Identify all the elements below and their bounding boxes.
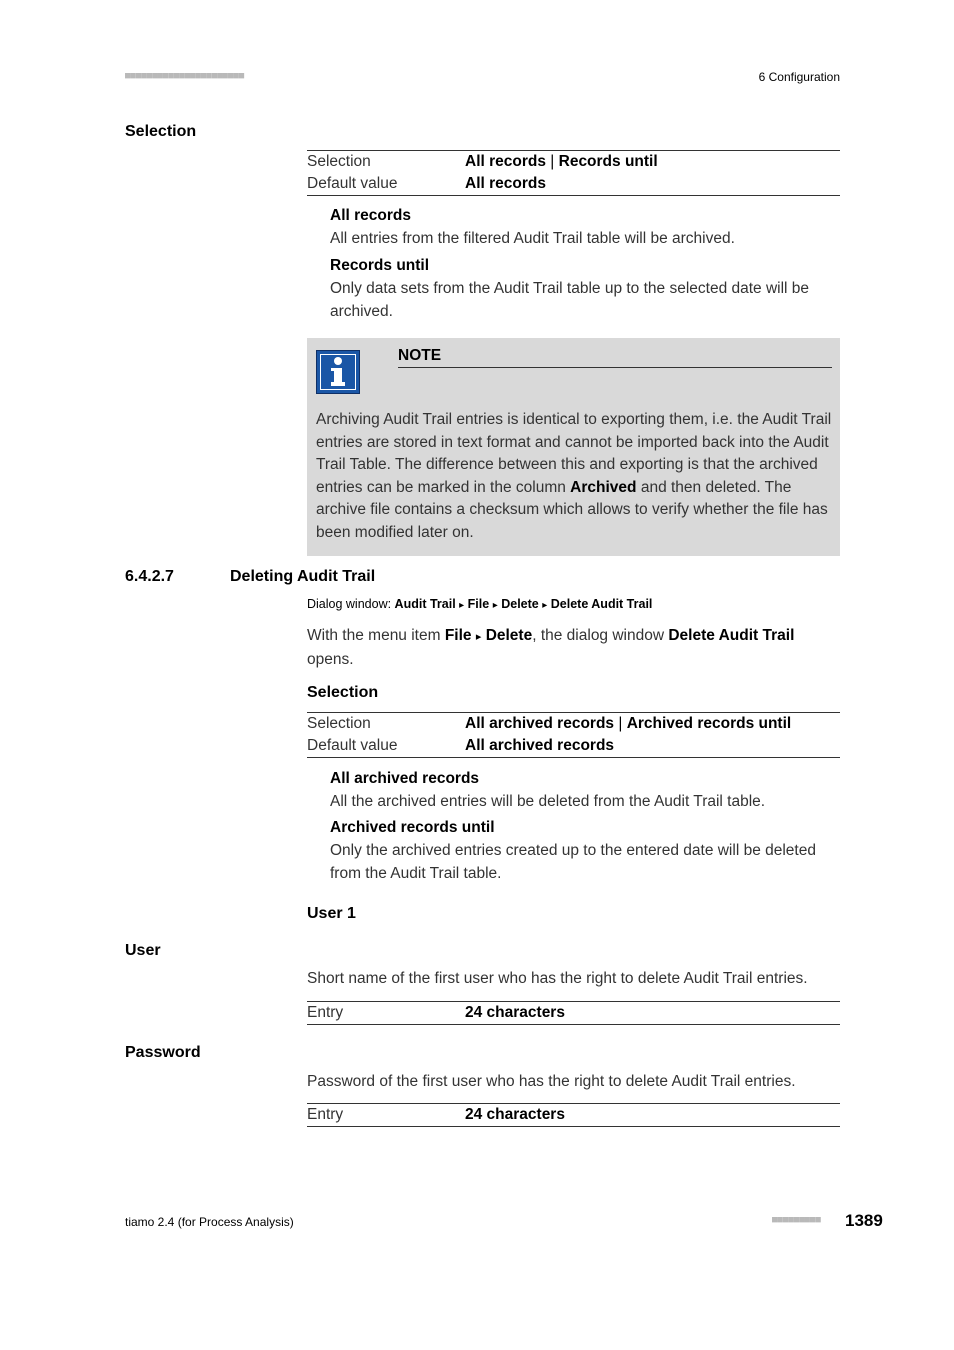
property-key: Default value bbox=[307, 737, 398, 754]
section-title: Deleting Audit Trail bbox=[230, 568, 376, 585]
arrow-icon: ▸ bbox=[475, 631, 482, 643]
option-item bbox=[330, 205, 842, 250]
property-key: Selection bbox=[307, 153, 371, 170]
arrow-icon: ▸ bbox=[542, 600, 548, 611]
selection-heading: Selection bbox=[307, 684, 379, 701]
property-value: 24 characters bbox=[465, 1106, 565, 1123]
option-item bbox=[330, 255, 842, 323]
option-description: Only the archived entries created up to the entered date will be deleted from the Audit Trail table. bbox=[330, 842, 816, 882]
property-key: Entry bbox=[307, 1004, 344, 1021]
password-entry-table bbox=[307, 1103, 840, 1127]
product-name: tiamo 2.4 (for Process Analysis) bbox=[125, 1215, 294, 1229]
property-key: Default value bbox=[307, 175, 398, 192]
property-value: 24 characters bbox=[465, 1004, 565, 1021]
dialog-path: Dialog window: Audit Trail ▸ File ▸ Delete ▸ Delete Audit Trail bbox=[307, 597, 653, 611]
property-value: All records bbox=[465, 175, 546, 192]
property-value: All archived records | Archived records until bbox=[465, 715, 792, 732]
info-icon bbox=[316, 350, 360, 394]
table-row bbox=[307, 713, 840, 736]
header-decoration: ■■■■■■■■■■■■■■■■■■■■■■ bbox=[125, 71, 245, 81]
user-entry-table bbox=[307, 1001, 840, 1025]
user-description: Short name of the first user who has the right to delete Audit Trail entries. bbox=[307, 970, 808, 987]
option-item bbox=[330, 817, 842, 885]
arrow-icon: ▸ bbox=[492, 600, 498, 611]
option-description: All the archived entries will be deleted from the Audit Trail table. bbox=[330, 793, 766, 810]
option-title: Records until bbox=[330, 257, 430, 274]
table-row bbox=[307, 173, 840, 196]
property-value: All archived records bbox=[465, 737, 615, 754]
chapter-title: 6 Configuration bbox=[758, 70, 840, 84]
property-value: All records | Records until bbox=[465, 153, 658, 170]
table-row bbox=[307, 151, 840, 174]
option-title: Archived records until bbox=[330, 819, 495, 836]
option-title: All archived records bbox=[330, 770, 480, 787]
property-key: Selection bbox=[307, 715, 371, 732]
table-row bbox=[307, 1104, 840, 1127]
page-number: 1389 bbox=[845, 1211, 883, 1230]
table-row bbox=[307, 735, 840, 758]
password-description: Password of the first user who has the right to delete Audit Trail entries. bbox=[307, 1073, 796, 1090]
note-title: NOTE bbox=[398, 347, 832, 368]
note-box bbox=[307, 338, 840, 556]
option-item bbox=[330, 768, 842, 813]
option-title: All records bbox=[330, 207, 411, 224]
property-key: Entry bbox=[307, 1106, 344, 1123]
option-description: Only data sets from the Audit Trail table up to the selected date will be archived. bbox=[330, 280, 810, 320]
password-side-heading: Password bbox=[125, 1044, 201, 1061]
intro-paragraph: With the menu item File ▸ Delete, the dialog window Delete Audit Trail opens. bbox=[307, 627, 795, 668]
section-number: 6.4.2.7 bbox=[125, 568, 174, 585]
selection-side-heading: Selection bbox=[125, 123, 197, 140]
selection-property-table bbox=[307, 150, 840, 196]
user1-heading: User 1 bbox=[307, 905, 356, 922]
selection-property-table bbox=[307, 712, 840, 758]
option-description: All entries from the filtered Audit Trail table will be archived. bbox=[330, 230, 735, 247]
arrow-icon: ▸ bbox=[459, 600, 465, 611]
note-body: Archiving Audit Trail entries is identical to exporting them, i.e. the Audit Trail entries are stored in text format and cannot be imported back into the Audit Trail Table. The difference between this and exporting is that the archived entries can be marked in the column Archived and then deleted. The archive file contains a checksum which allows to verify whether the file has been modified later on. bbox=[316, 411, 832, 541]
user-side-heading: User bbox=[125, 942, 161, 959]
table-row bbox=[307, 1002, 840, 1025]
footer-decoration: ■■■■■■■■■ bbox=[772, 1215, 821, 1225]
